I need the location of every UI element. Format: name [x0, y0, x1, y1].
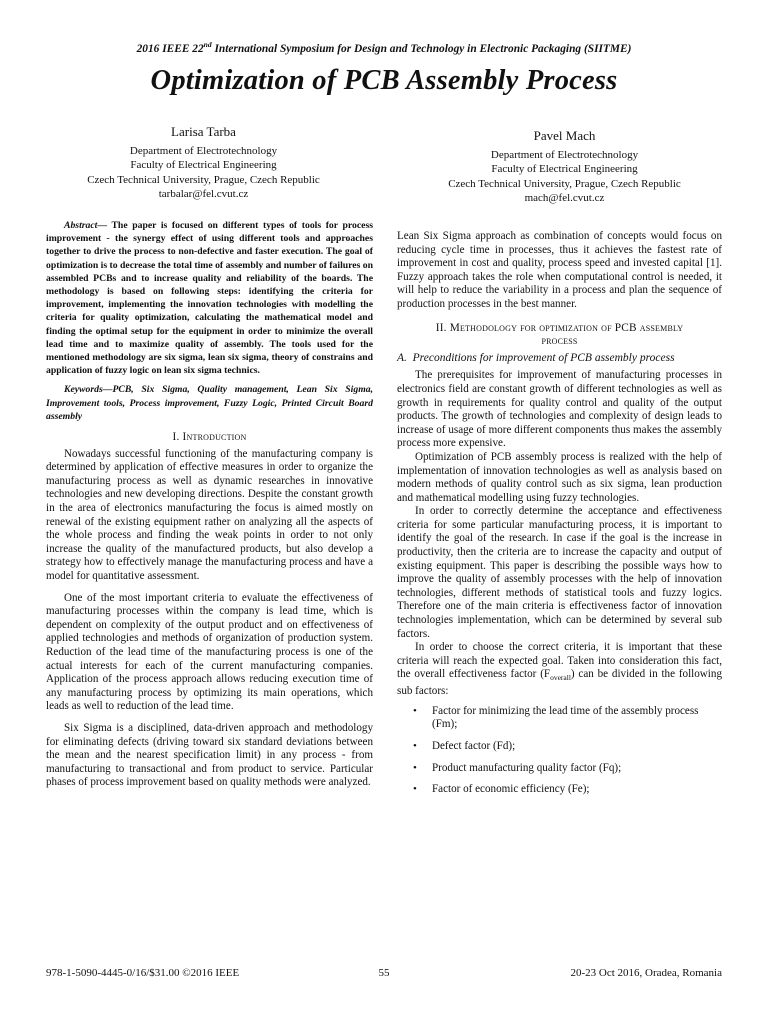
paragraph: One of the most important criteria to evaluate the effectiveness of manufacturing processes within the company is lead time, which is dependent on complexity of the output product and on effectiveness of applied technologies and methods of organization of production system. Reduction of the lead time of the manufacturing process is one of the actual interests for each of the current manufacturing companies. Application of the process approach allows reducing execution time of any manufacturing process by optimizing its main operations, which leads as well to reduction of the lead time.	[46, 591, 373, 713]
paragraph: The prerequisites for improvement of manufacturing processes in electronics field are constant growth of different technologies as well as growth in requirements for quality control and quality of the output products. The growth of technologies and complexity of design leads to increase of usage of more different components thus makes the assembly process more expensive.	[397, 369, 722, 450]
list-item-text: Factor of economic efficiency (Fe);	[432, 783, 590, 796]
subsection-heading	[397, 352, 722, 366]
section-number: I.	[172, 431, 180, 444]
author-faculty: Faculty of Electrical Engineering	[130, 159, 277, 171]
paper-title: Optimization of PCB Assembly Process	[150, 65, 618, 96]
paragraph-text: In order to choose the correct criteria, it is important that these criteria will reach the expected goal. Taken into consideration this fact, the overall effectiveness factor (F	[397, 641, 722, 681]
list-item	[397, 705, 722, 732]
author-department: Department of Electrotechnology	[490, 148, 639, 161]
paragraph: Nowadays successful functioning of the manufacturing company is determined by application of effective measures in order to organize the manufacturing process as well as dynamic researches in innovative technologies and new developing directions. Despite the constant growth in the area of electronics manufacturing the focus is aimed mostly on renewal of the existing equipment rather on analyzing all the aspects of the whole process and finding the weak points in order to not only increase the quality of the manufactured products, but also develop a strategy how to effectively manage the manufacturing process and have a model for quantitative assessment.	[46, 447, 373, 582]
conference-ordinal: nd	[203, 40, 212, 49]
keywords-lead: Keywords	[64, 384, 103, 396]
list-item	[397, 740, 722, 754]
author-department: Department of Electrotechnology	[129, 144, 278, 157]
abstract	[46, 219, 373, 377]
paragraph-text-end: ) can be divided in the following sub factors:	[397, 668, 722, 698]
right-column	[397, 230, 722, 805]
subsection-title: Preconditions for improvement of PCB assembly process	[412, 351, 675, 364]
section-number: II.	[435, 321, 447, 334]
paragraph: In order to correctly determine the acceptance and effectiveness criteria for some particular manufacturing process, it is important to identify the goal of the research. In case if the goal is the increase in productivity, then the criteria are to increase the capacity and output of existing equipment. This paper is describing the possible ways how to improve the quality of assembly processes with the help of innovation technologies, different methods of statistical tools and fuzzy logics. Therefore one of the main criteria is effectiveness factor of innovation technologies implementation, which can be determined by several sub factors.	[397, 505, 722, 640]
footer-copyright: 978-1-5090-4445-0/16/$31.00 ©2016 IEEE	[46, 967, 240, 979]
bullet-icon: •	[413, 783, 417, 796]
paragraph	[397, 641, 722, 699]
abstract-text: — The paper is focused on different types of tools for process improvement - the synergy effect of using different tools and approaches together to drive the process to non-defective and faster execution. The goal of optimization is to decrease the total time of assembly and number of failures on assembled PCBs and to increase quality and reliability of the boards. The methodology is based on following steps: identifying the criteria for improvement, implementing the innovation technologies with modelling the criteria for quality optimization, calculating the mathematical model and finding the optimal setup for the equipment in order to minimize the overall lead time and to maximize quality of assembly. The tools used for the mentioned methodology are six sigma, lean six sigma, theory of constrains and application of fuzzy logic on lean six sigma technics.	[46, 220, 373, 377]
list-item-text: Factor for minimizing the lead time of the assembly process (Fm);	[432, 704, 699, 731]
footer-date-location: 20-23 Oct 2016, Oradea, Romania	[570, 967, 722, 979]
bullet-icon: •	[413, 761, 417, 774]
subscript-overall: overall	[550, 673, 571, 683]
list-item-text: Defect factor (Fd);	[432, 740, 516, 752]
author-university: Czech Technical University, Prague, Czech Republic	[448, 177, 681, 190]
author-block-1	[46, 125, 361, 202]
paragraph: Six Sigma is a disciplined, data-driven approach and methodology for eliminating defects (driving toward six standard deviations between the mean and the nearest specification limit) in any process - from manufacturing to transactional and from product to service. Particular phases of process improvement based on quality methods were analyzed.	[46, 721, 373, 789]
bullet-icon: •	[413, 740, 417, 752]
conference-name: International Symposium for Design and Technology in Electronic Packaging (SIITME)	[211, 42, 632, 55]
section-title-continued: process	[541, 335, 578, 348]
paragraph-carryover: Lean Six Sigma approach as combination of concepts would focus on reducing cycle time in processes, thus it achieves the fastest rate of improvement in cost and quality, process speed and invested capital [1]. Fuzzy approach takes the role when computational control is needed, it will help to reduce the variability in a process and plan the sequence of production processes in the best manner.	[397, 230, 722, 310]
list-item	[397, 762, 722, 776]
section-heading-introduction	[46, 431, 373, 445]
author-name: Larisa Tarba	[171, 124, 236, 139]
list-item-text: Product manufacturing quality factor (Fq);	[432, 761, 622, 774]
section-title: Introduction	[182, 431, 247, 444]
section-heading-methodology	[397, 322, 722, 349]
page-number: 55	[378, 967, 390, 979]
conference-header	[0, 40, 768, 55]
author-email: tarbalar@fel.cvut.cz	[158, 188, 249, 200]
conference-year: 2016 IEEE 22	[136, 42, 204, 55]
abstract-lead: Abstract	[64, 220, 98, 231]
keywords-text: —PCB, Six Sigma, Quality management, Lean Six Sigma, Improvement tools, Process improvement, Fuzzy Logic, Printed Circuit Board assembly	[46, 384, 373, 422]
bullet-icon: •	[413, 704, 417, 717]
keywords	[46, 383, 373, 423]
section-title: Methodology for optimization of PCB assembly	[449, 321, 684, 334]
author-email: mach@fel.cvut.cz	[524, 192, 605, 204]
subsection-label: A.	[397, 351, 407, 364]
left-column	[46, 219, 373, 790]
author-university: Czech Technical University, Prague, Czech Republic	[87, 173, 320, 186]
paragraph: Optimization of PCB assembly process is realized with the help of implementation of innovation technologies as well as analysis based on modern methods of quality control such as six sigma, lean production and mathematical modelling using fuzzy technologies.	[397, 450, 722, 504]
sub-factor-list	[397, 705, 722, 797]
author-faculty: Faculty of Electrical Engineering	[491, 163, 638, 175]
list-item	[397, 783, 722, 797]
author-name: Pavel Mach	[533, 128, 596, 143]
author-block-2	[407, 129, 722, 206]
